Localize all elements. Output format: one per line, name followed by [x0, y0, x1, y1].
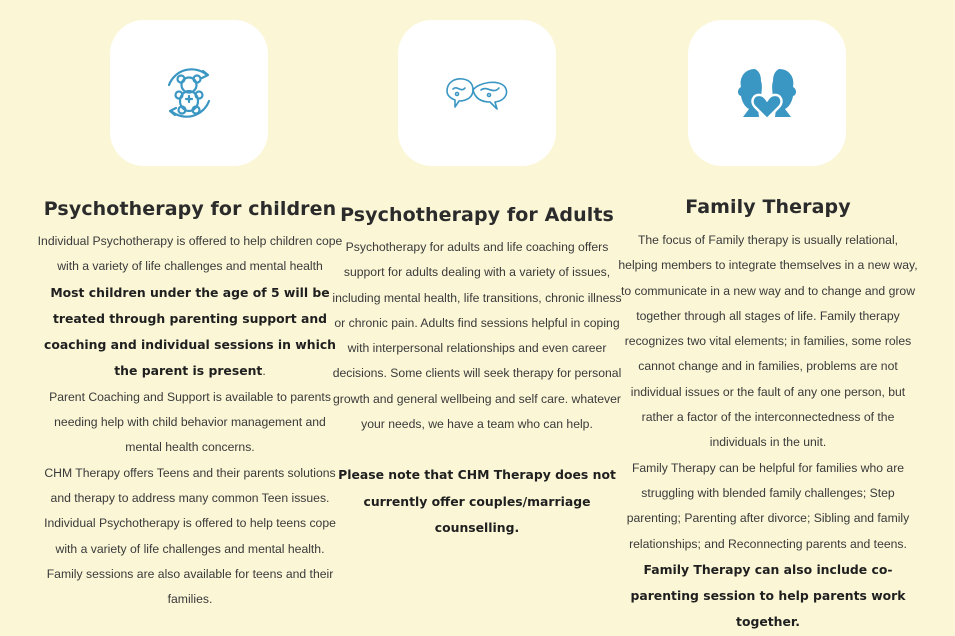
paragraph-bold: Please note that CHM Therapy does not currently offer couples/marriage counselling.	[338, 467, 616, 535]
paragraph: Family sessions are also available for teens and their families.	[46, 566, 334, 607]
service-description	[617, 228, 919, 636]
icon-card	[688, 20, 846, 166]
family-heart-icon	[733, 65, 801, 121]
speech-bubbles-icon	[443, 73, 511, 113]
child-teddy-bear-icon	[157, 61, 221, 125]
service-title: Family Therapy	[685, 196, 851, 218]
paragraph: Individual Psychotherapy is offered to help children cope with a variety of life challenges and mental health	[37, 234, 343, 274]
paragraph: CHM Therapy offers Teens and their parents solutions and therapy to address many common Teen issues.	[44, 465, 336, 505]
service-description	[36, 229, 344, 612]
paragraph: The focus of Family therapy is usually relational, helping members to integrate themselves in a new way, to communicate in a new way and to change and grow together through all stages of life. Family therapy recognizes two vital elements; in families, some roles cannot change and in families, problems are not individual issues or the fault of any one person, but rather a factor of the interconnectedness of the individuals in the unit.	[618, 233, 918, 450]
paragraph: Parent Coaching and Support is available to parents needing help with child behavior management and mental health concerns.	[49, 389, 331, 455]
paragraph: Family Therapy can be helpful for families who are struggling with blended family challenges; Step parenting; Parenting after divorce; Sibling and family relationships; and Reconnecting parents and teens.	[626, 460, 910, 551]
service-title: Psychotherapy for Adults	[340, 204, 614, 226]
paragraph: Psychotherapy for adults and life coaching offers support for adults dealing with a variety of issues, including mental health, life transitions, chronic illness or chronic pain. Adults find sessions helpful in coping with interpersonal relationships and even career decisions. Some clients will seek therapy for personal growth and general wellbeing and self care. whatever your needs, we have a team who can help.	[332, 240, 622, 432]
paragraph-bold: Most children under the age of 5 will be treated through parenting support and coaching and individual sessions in which the parent is present.	[44, 284, 336, 379]
icon-card	[398, 20, 556, 166]
service-title: Psychotherapy for children	[43, 198, 337, 220]
icon-card	[110, 20, 268, 166]
service-description	[326, 235, 628, 541]
paragraph-bold: Family Therapy can also include co-parenting session to help parents work together.	[630, 561, 906, 630]
paragraph: Individual Psychotherapy is offered to help teens cope with a variety of life challenges and mental health.	[44, 516, 336, 556]
